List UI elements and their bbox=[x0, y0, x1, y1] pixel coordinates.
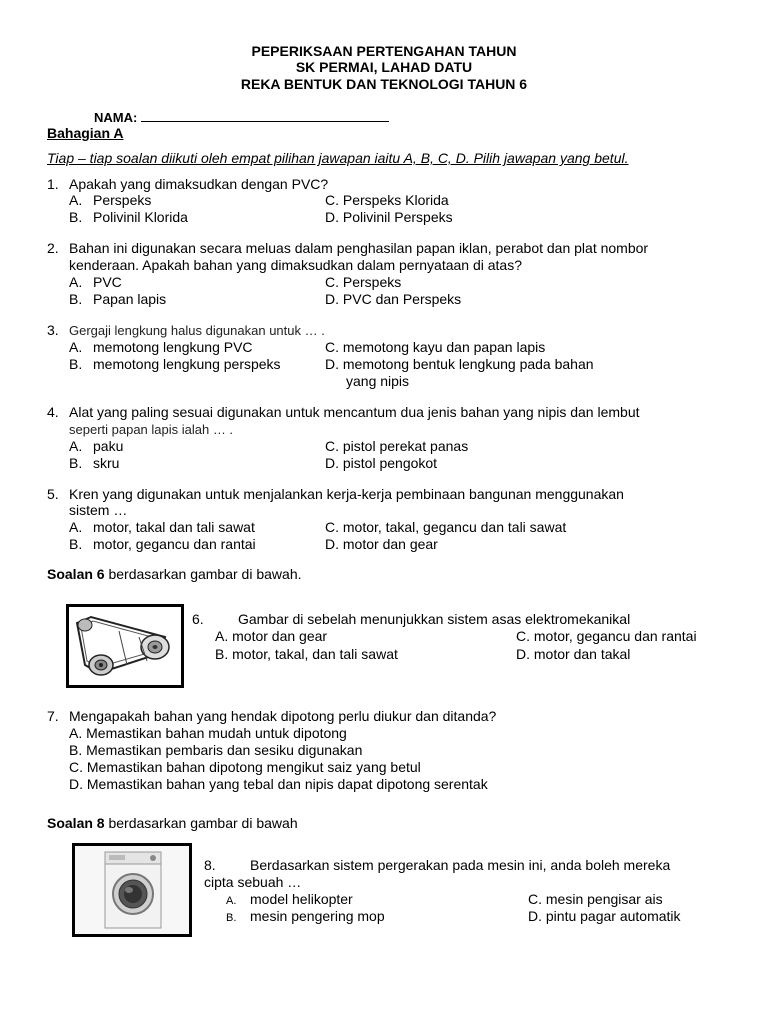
question-6 bbox=[192, 611, 630, 628]
q7-option-b: B. Memastikan pembaris dan sesiku digunakan bbox=[69, 742, 363, 758]
q3-option-d-cont: yang nipis bbox=[346, 373, 410, 389]
question-8 bbox=[204, 857, 670, 874]
q2-option-a: A. PVC bbox=[69, 274, 122, 290]
exam-title: PEPERIKSAAN PERTENGAHAN TAHUN bbox=[251, 43, 517, 59]
question-text: Apakah yang dimaksudkan dengan PVC? bbox=[69, 176, 329, 192]
q4-option-b: B. skru bbox=[69, 455, 120, 471]
q3-option-d: D. memotong bentuk lengkung pada bahan bbox=[325, 356, 594, 372]
name-label: NAMA: bbox=[94, 110, 138, 125]
question-text: Berdasarkan sistem pergerakan pada mesin ini, anda boleh mereka bbox=[250, 857, 671, 873]
name-field bbox=[94, 109, 389, 126]
q8-option-b: B. mesin pengering mop bbox=[226, 908, 385, 924]
q4-option-d: D. pistol pengokot bbox=[325, 455, 438, 471]
question-number: 2. bbox=[47, 240, 59, 256]
question-1 bbox=[47, 176, 328, 193]
question-5-line2: sistem … bbox=[69, 502, 128, 518]
question-text: Alat yang paling sesuai digunakan untuk mencantum dua jenis bahan yang nipis dan lembut bbox=[69, 404, 640, 420]
question-3 bbox=[47, 322, 325, 339]
question-number: 8. bbox=[204, 857, 216, 873]
soalan-6-intro: Soalan 6 berdasarkan gambar di bawah. bbox=[47, 566, 302, 582]
belt-pulley-image bbox=[66, 604, 184, 688]
q3-option-a: A. memotong lengkung PVC bbox=[69, 339, 253, 355]
question-number: 4. bbox=[47, 404, 59, 420]
question-text: Gambar di sebelah menunjukkan sistem asas elektromekanikal bbox=[238, 611, 631, 627]
question-text: Kren yang digunakan untuk menjalankan kerja-kerja pembinaan bangunan menggunakan bbox=[69, 486, 624, 502]
question-number: 3. bbox=[47, 322, 59, 338]
q5-option-b: B. motor, gegancu dan rantai bbox=[69, 536, 256, 552]
washing-machine-icon bbox=[75, 846, 189, 934]
belt-pulley-icon bbox=[69, 607, 181, 685]
q8-option-c: C. mesin pengisar ais bbox=[528, 891, 663, 907]
q2-option-c: C. Perspeks bbox=[325, 274, 402, 290]
question-number: 7. bbox=[47, 708, 59, 724]
q1-option-a: A. Perspeks bbox=[69, 192, 152, 208]
section-title: Bahagian A bbox=[47, 125, 124, 141]
question-4-line2: seperti papan lapis ialah … . bbox=[69, 422, 234, 437]
q8-option-a: A. model helikopter bbox=[226, 891, 353, 907]
q4-option-c: C. pistol perekat panas bbox=[325, 438, 469, 454]
q6-option-a: A. motor dan gear bbox=[215, 628, 328, 644]
q4-option-a: A. paku bbox=[69, 438, 124, 454]
q1-option-b: B. Polivinil Klorida bbox=[69, 209, 188, 225]
question-2-line2: kenderaan. Apakah bahan yang dimaksudkan dalam pernyataan di atas? bbox=[69, 257, 522, 273]
question-number: 5. bbox=[47, 486, 59, 502]
q1-option-c: C. Perspeks Klorida bbox=[325, 192, 449, 208]
question-7 bbox=[47, 708, 496, 725]
q3-option-b: B. memotong lengkung perspeks bbox=[69, 356, 281, 372]
soalan-8-intro: Soalan 8 berdasarkan gambar di bawah bbox=[47, 815, 298, 831]
q6-option-b: B. motor, takal, dan tali sawat bbox=[215, 646, 398, 662]
instruction: Tiap – tiap soalan diikuti oleh empat pilihan jawapan iaitu A, B, C, D. Pilih jawapan yang betul. bbox=[47, 150, 629, 166]
question-text: Bahan ini digunakan secara meluas dalam penghasilan papan iklan, perabot dan plat nombor bbox=[69, 240, 649, 256]
question-text: Gergaji lengkung halus digunakan untuk … . bbox=[69, 323, 325, 338]
q7-option-c: C. Memastikan bahan dipotong mengikut saiz yang betul bbox=[69, 759, 421, 775]
q3-option-c: C. memotong kayu dan papan lapis bbox=[325, 339, 546, 355]
washing-machine-image bbox=[72, 843, 192, 937]
q6-option-c: C. motor, gegancu dan rantai bbox=[516, 628, 697, 644]
q5-option-a: A. motor, takal dan tali sawat bbox=[69, 519, 255, 535]
subject-title: REKA BENTUK DAN TEKNOLOGI TAHUN 6 bbox=[240, 76, 528, 92]
q2-option-b: B. Papan lapis bbox=[69, 291, 167, 307]
q1-option-d: D. Polivinil Perspeks bbox=[325, 209, 453, 225]
name-blank-line bbox=[141, 109, 389, 122]
question-5 bbox=[47, 486, 624, 503]
q7-option-d: D. Memastikan bahan yang tebal dan nipis dapat dipotong serentak bbox=[69, 776, 488, 792]
q5-option-d: D. motor dan gear bbox=[325, 536, 438, 552]
question-number: 6. bbox=[192, 611, 204, 627]
q8-option-d: D. pintu pagar automatik bbox=[528, 908, 681, 924]
q7-option-a: A. Memastikan bahan mudah untuk dipotong bbox=[69, 725, 347, 741]
q5-option-c: C. motor, takal, gegancu dan tali sawat bbox=[325, 519, 567, 535]
question-2 bbox=[47, 240, 648, 257]
question-text: Mengapakah bahan yang hendak dipotong perlu diukur dan ditanda? bbox=[69, 708, 497, 724]
question-4 bbox=[47, 404, 640, 421]
question-number: 1. bbox=[47, 176, 59, 192]
q2-option-d: D. PVC dan Perspeks bbox=[325, 291, 462, 307]
q6-option-d: D. motor dan takal bbox=[516, 646, 631, 662]
question-8-line2: cipta sebuah … bbox=[204, 874, 302, 890]
school-name: SK PERMAI, LAHAD DATU bbox=[295, 59, 473, 75]
